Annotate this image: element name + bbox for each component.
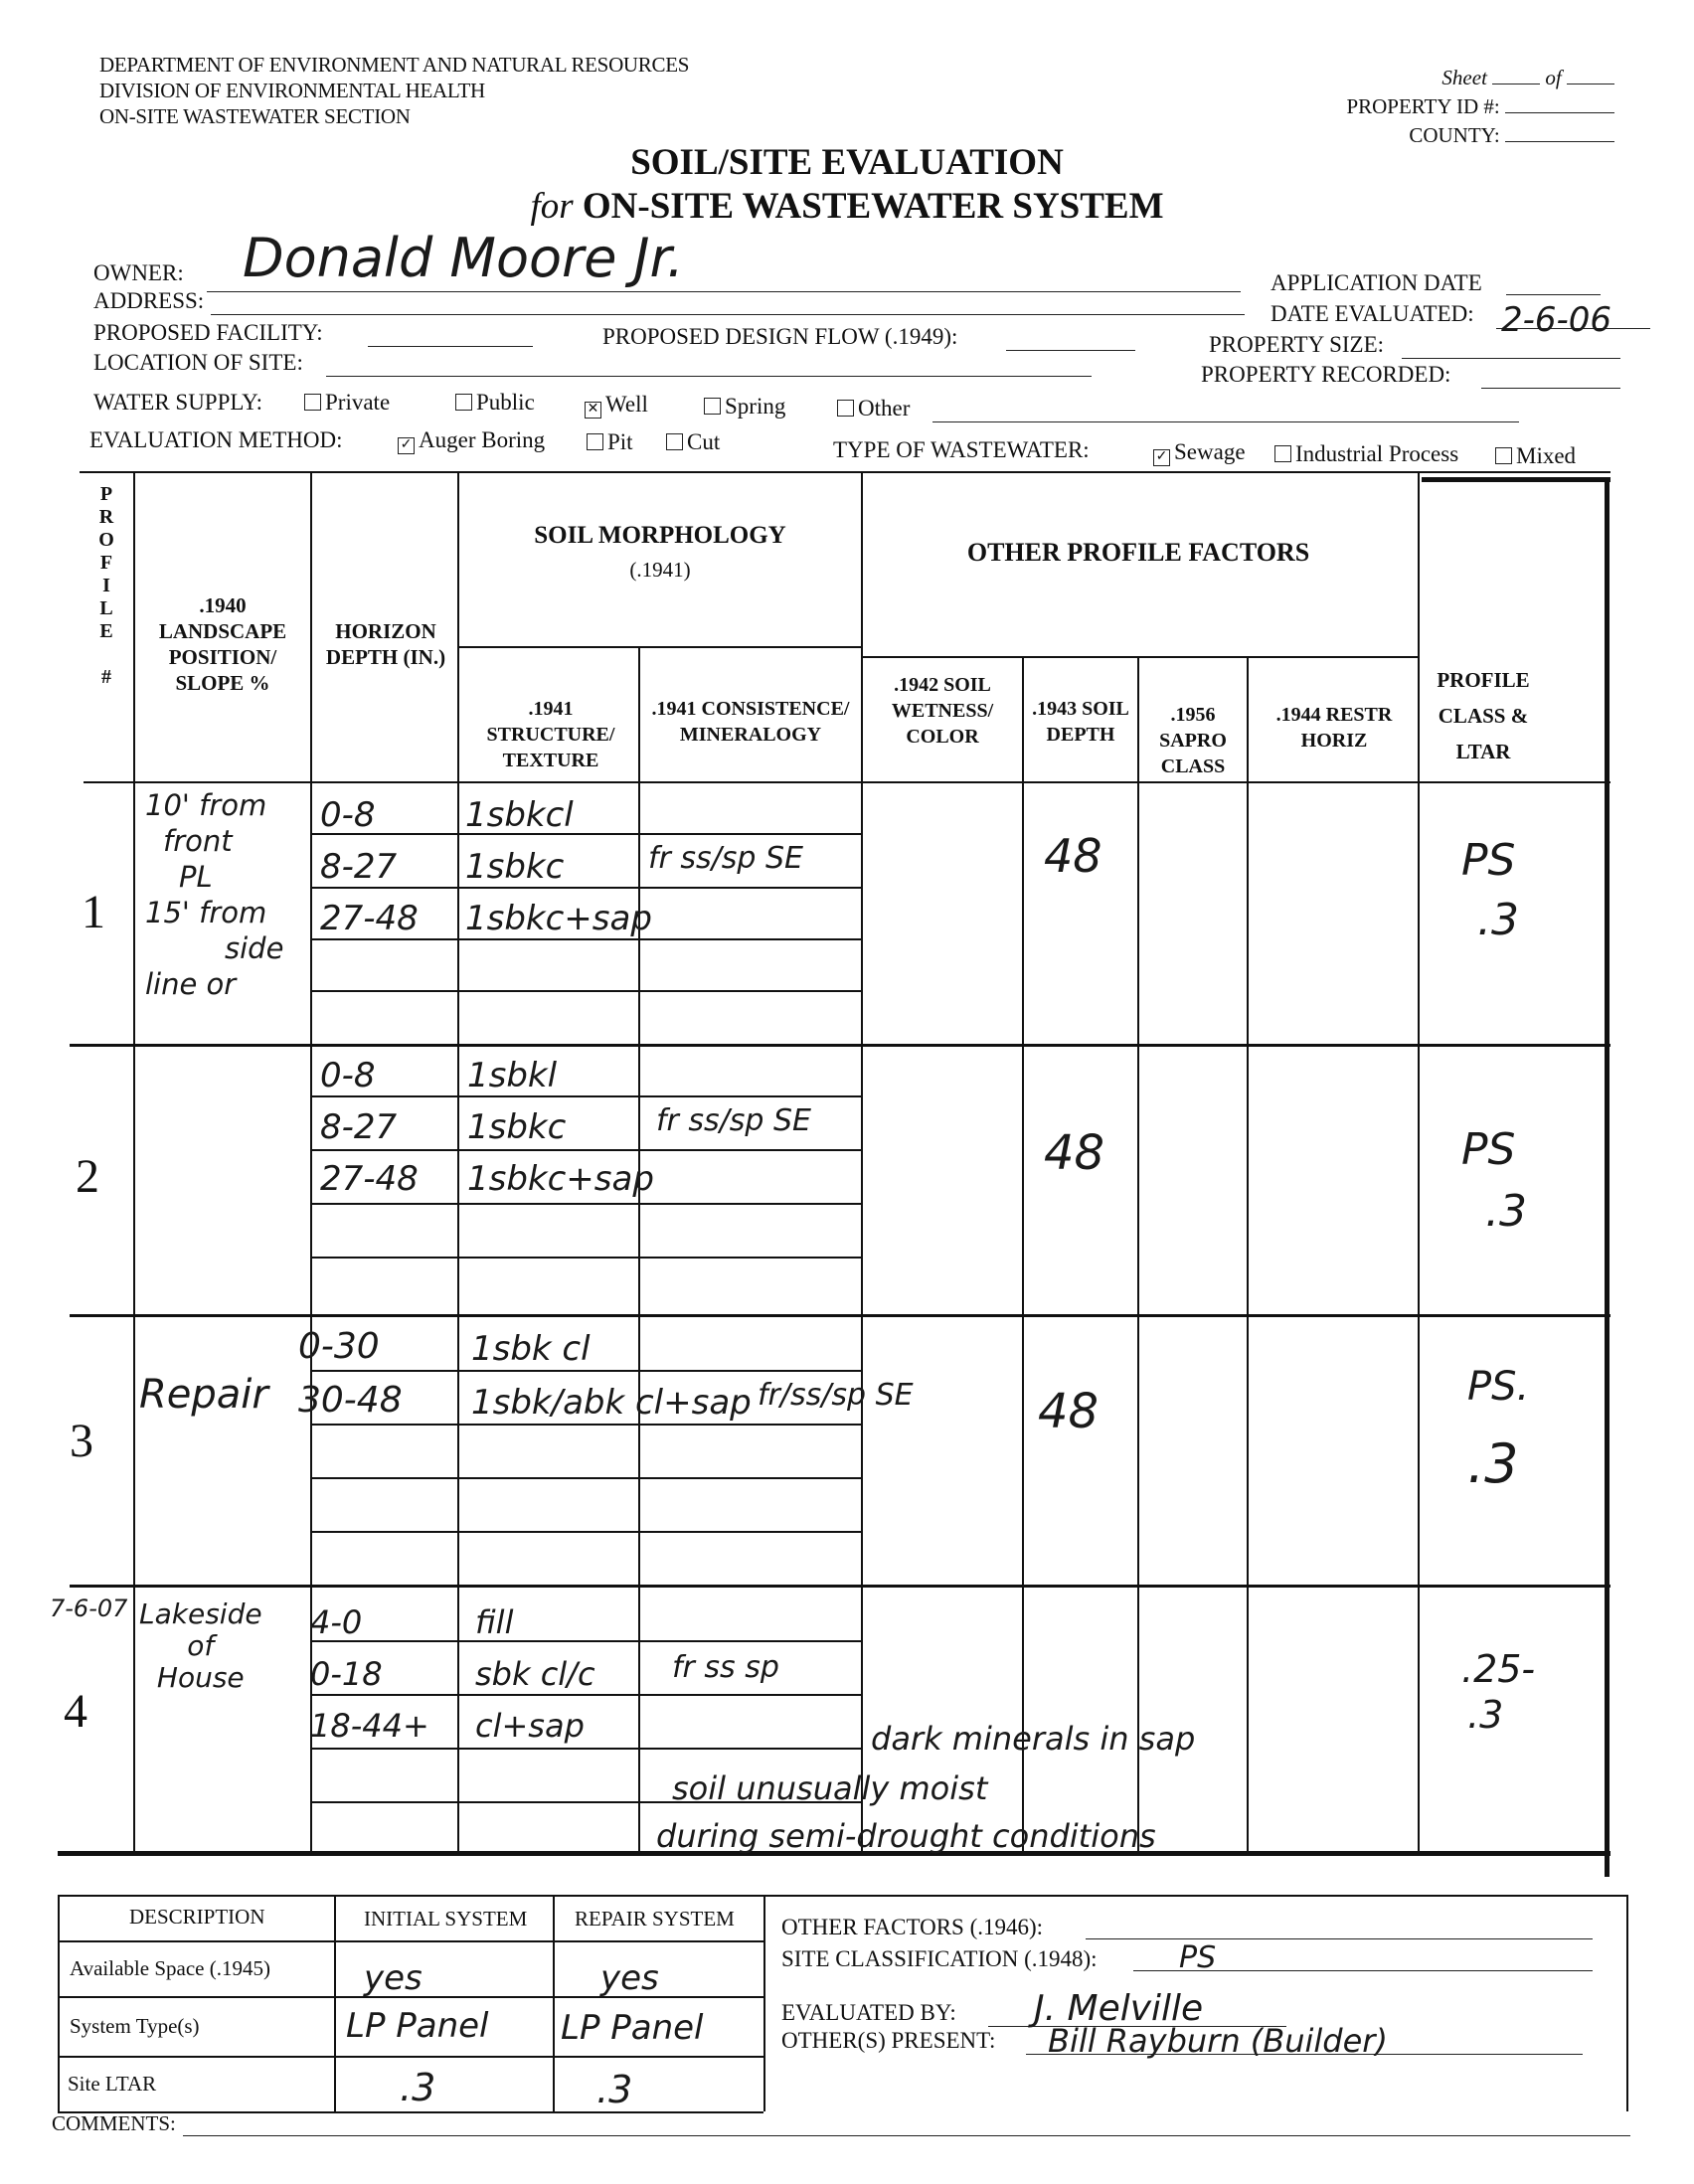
other-factors-header: OTHER PROFILE FACTORS (966, 538, 1310, 567)
checkbox-icon[interactable] (704, 398, 721, 415)
table-right-border (1605, 477, 1609, 1877)
ltar-value: .3 (1467, 1432, 1519, 1495)
other-factors-line[interactable] (1086, 1938, 1593, 1939)
checkbox-icon[interactable] (1274, 445, 1291, 462)
structure-value: 1sbkc (467, 1107, 567, 1147)
checked-checkbox-icon[interactable]: ✓ (1153, 449, 1170, 466)
site-classification-value[interactable]: PS (1179, 1940, 1217, 1975)
header-bottom-line (84, 781, 1610, 783)
landscape-line: side (225, 931, 284, 965)
structure-value: 1sbk/abk cl+sap (471, 1383, 752, 1423)
structure-value: 1sbkc+sap (465, 899, 652, 938)
subtitle-italic: for (530, 186, 574, 227)
restr-header: .1944 RESTR HORIZ (1275, 704, 1393, 752)
option-label: Pit (607, 429, 633, 454)
system-type-initial[interactable]: LP Panel (346, 2006, 489, 2046)
option-label: Cut (687, 429, 721, 454)
landscape-line: of (187, 1629, 215, 1662)
profile-4-note[interactable]: during semi-drought conditions (656, 1817, 1156, 1855)
horizon-row-line (310, 1477, 861, 1479)
water-spring-option[interactable] (704, 394, 785, 420)
ltar-value: .3 (1485, 1186, 1527, 1237)
system-type-repair[interactable]: LP Panel (561, 2008, 704, 2048)
water-public-option[interactable] (455, 390, 535, 416)
property-size-label: PROPERTY SIZE: (1209, 332, 1385, 357)
date-evaluated-value[interactable]: 2-6-06 (1501, 300, 1612, 340)
application-date-line[interactable] (1506, 294, 1601, 295)
water-other-line[interactable] (932, 421, 1519, 422)
landscape-line: 10' from (145, 788, 267, 822)
horizon-row-line (310, 990, 861, 992)
checkbox-icon[interactable] (587, 433, 603, 450)
profile-1-consistence[interactable]: fr ss/sp SE (648, 841, 804, 876)
proposed-facility-line[interactable] (368, 346, 533, 347)
location-label: LOCATION OF SITE: (93, 350, 303, 375)
property-block (1296, 64, 1614, 150)
system-type-label: System Type(s) (70, 2014, 200, 2038)
comments-label: COMMENTS: (52, 2111, 176, 2135)
horizon-depth: 8-27 (320, 1107, 398, 1147)
option-label: Sewage (1174, 439, 1246, 464)
structure-value: 1sbkc (465, 847, 565, 887)
profile-3-horizons[interactable] (298, 1320, 403, 1428)
summary-top-border (58, 1895, 1628, 1897)
profile-number: 1 (82, 886, 105, 938)
property-id-label: PROPERTY ID #: (1346, 94, 1500, 118)
profile-1-class[interactable] (1461, 831, 1519, 950)
sheet-label: Sheet (1441, 66, 1487, 89)
available-space-label: Available Space (.1945) (70, 1956, 270, 1980)
checked-checkbox-icon[interactable]: ✓ (398, 437, 415, 454)
sapro-header: .1956 SAPRO CLASS (1159, 704, 1227, 777)
structure-value: fill (475, 1603, 514, 1641)
structure-value: 1sbkl (467, 1056, 558, 1095)
landscape-line: Lakeside (139, 1597, 262, 1630)
profile-4-consistence[interactable]: fr ss sp (672, 1650, 779, 1685)
summary-right-border (1626, 1895, 1628, 2111)
horizon-depth: 27-48 (320, 1159, 419, 1199)
checkbox-icon[interactable] (1495, 447, 1512, 464)
col-divider-morphology (861, 471, 863, 1855)
profile-1-structure[interactable] (465, 789, 652, 944)
profile-2-soil-depth[interactable]: 48 (1044, 1125, 1105, 1181)
profile-1-bottom (70, 1044, 1610, 1047)
horizon-depth: 0-8 (320, 795, 376, 835)
sewage-option[interactable] (1153, 439, 1246, 466)
checkbox-icon[interactable] (837, 400, 854, 417)
profile-3-class[interactable] (1467, 1348, 1529, 1503)
application-date-label: APPLICATION DATE (1270, 270, 1482, 295)
division-name: DIVISION OF ENVIRONMENTAL HEALTH (99, 79, 485, 102)
option-label: Well (605, 392, 648, 417)
profile-2-consistence[interactable]: fr ss/sp SE (656, 1103, 812, 1138)
site-ltar-initial[interactable]: .3 (400, 2066, 436, 2109)
profile-2-bottom (70, 1314, 1610, 1317)
available-space-repair[interactable]: yes (600, 1958, 659, 1998)
dept-name: DEPARTMENT OF ENVIRONMENT AND NATURAL RESOURCES (99, 53, 690, 77)
others-present-value[interactable]: Bill Rayburn (Builder) (1048, 2022, 1388, 2060)
checkbox-icon[interactable] (455, 394, 472, 411)
water-other-option[interactable] (837, 396, 910, 421)
landscape-header: .1940 LANDSCAPE POSITION/ SLOPE % (158, 593, 287, 695)
profile-1-landscape[interactable] (145, 787, 283, 1002)
site-ltar-label: Site LTAR (68, 2072, 157, 2096)
structure-value: sbk cl/c (475, 1655, 595, 1693)
profile-4-date-note[interactable]: 7-6-07 (50, 1595, 128, 1622)
profile-header: P R O F I L E # (98, 483, 114, 688)
ltar-value: .3 (1477, 895, 1519, 945)
form-subtitle (0, 185, 1694, 228)
profile-3-landscape[interactable]: Repair (139, 1372, 268, 1418)
checked-checkbox-icon[interactable]: ✕ (585, 402, 601, 419)
evaluated-by-value[interactable]: J. Melville (1034, 1988, 1204, 2029)
profile-4-note[interactable]: soil unusually moist (672, 1769, 988, 1807)
property-id-field[interactable] (1505, 112, 1614, 113)
col-divider-wetness (1022, 656, 1024, 1855)
owner-label: OWNER: (93, 260, 184, 285)
landscape-line: PL (179, 860, 213, 894)
profile-4-landscape[interactable] (139, 1598, 262, 1694)
proposed-facility-label: PROPOSED FACILITY: (93, 320, 323, 345)
horizon-header: HORIZON DEPTH (IN.) (325, 619, 446, 669)
consistence-header: .1941 CONSISTENCE/ MINERALOGY (651, 698, 850, 746)
col-divider-depth (1137, 656, 1139, 1855)
owner-value[interactable]: Donald Moore Jr. (243, 227, 684, 289)
pit-option[interactable] (587, 429, 633, 455)
profile-number: 4 (64, 1685, 87, 1738)
landscape-line: line or (145, 967, 237, 1001)
structure-header: .1941 STRUCTURE/ TEXTURE (486, 698, 615, 771)
profile-4-structure[interactable] (475, 1596, 595, 1752)
landscape-line: House (156, 1661, 245, 1694)
profile-class-value: PS (1461, 1124, 1516, 1175)
checkbox-icon[interactable] (304, 394, 321, 411)
property-size-line[interactable] (1402, 358, 1620, 359)
summary-col-divider (334, 1895, 336, 2111)
landscape-line: front (163, 824, 233, 858)
col-divider-horizon (457, 471, 459, 1855)
horizon-depth: 18-44+ (310, 1707, 429, 1745)
section-name: ON-SITE WASTEWATER SECTION (99, 104, 411, 128)
horizon-row-line (310, 1531, 861, 1533)
department-header (99, 52, 689, 129)
summary-left-border (58, 1895, 60, 2111)
ltar-value: .3 (1467, 1693, 1504, 1737)
profile-1-soil-depth[interactable]: 48 (1044, 829, 1102, 883)
landscape-line: 15' from (145, 896, 267, 929)
summary-header-initial: INITIAL SYSTEM (364, 1907, 528, 1931)
col-divider-profile (133, 471, 135, 1855)
county-label: COUNTY: (1409, 123, 1500, 147)
profile-3-soil-depth[interactable]: 48 (1038, 1384, 1100, 1439)
profile-3-consistence[interactable]: fr/ss/sp SE (758, 1378, 914, 1413)
option-label: Private (325, 390, 391, 415)
checkbox-icon[interactable] (666, 433, 683, 450)
site-classification-label: SITE CLASSIFICATION (.1948): (781, 1946, 1098, 1971)
cut-option[interactable] (666, 429, 720, 455)
industrial-option[interactable] (1274, 441, 1458, 467)
profile-class-value: PS (1461, 835, 1516, 886)
address-label: ADDRESS: (93, 288, 205, 313)
structure-value: 1sbk cl (471, 1329, 591, 1369)
water-private-option[interactable] (304, 390, 390, 416)
profile-class-header: PROFILE CLASS & LTAR (1437, 668, 1530, 763)
property-recorded-line[interactable] (1481, 388, 1620, 389)
profile-number: 3 (70, 1415, 93, 1467)
property-id-row (1296, 92, 1614, 121)
horizon-depth: 27-48 (320, 899, 419, 938)
others-present-label: OTHER(S) PRESENT: (781, 2028, 996, 2053)
date-evaluated-label: DATE EVALUATED: (1270, 301, 1474, 326)
horizon-depth: 8-27 (320, 847, 398, 887)
option-label: Public (476, 390, 535, 415)
soil-depth-header: .1943 SOIL DEPTH (1032, 698, 1129, 746)
owner-line (207, 291, 1241, 292)
profile-3-structure[interactable] (471, 1322, 752, 1429)
profile-4-class[interactable] (1461, 1646, 1535, 1738)
horizon-depth: 30-48 (298, 1380, 403, 1421)
summary-row-line (58, 2056, 763, 2058)
other-factors-subheader-line (861, 656, 1418, 658)
profile-4-horizons[interactable] (310, 1596, 429, 1752)
option-label: Mixed (1516, 443, 1577, 468)
horizon-depth: 0-18 (310, 1655, 383, 1693)
option-label: Industrial Process (1295, 441, 1459, 466)
profile-2-structure[interactable] (467, 1050, 654, 1205)
comments-line[interactable] (183, 2135, 1630, 2136)
soil-morphology-code: (.1941) (629, 558, 691, 582)
of-label: of (1545, 66, 1562, 89)
option-label: Auger Boring (419, 427, 546, 452)
horizon-depth: 0-30 (298, 1326, 380, 1367)
address-line[interactable] (211, 314, 1245, 315)
horizon-row-line (310, 1257, 861, 1259)
structure-value: cl+sap (475, 1707, 585, 1745)
site-ltar-repair[interactable]: .3 (596, 2068, 633, 2111)
morphology-subheader-line (457, 646, 861, 648)
col-divider-restr (1418, 473, 1420, 1855)
profile-class-value: PS. (1467, 1364, 1530, 1410)
profile-number: 2 (76, 1150, 99, 1203)
table-top-border-right (1422, 477, 1610, 482)
sheet-row (1296, 64, 1614, 92)
profile-class-value: .25- (1461, 1647, 1536, 1691)
profile-2-class[interactable] (1461, 1119, 1527, 1243)
form-title: SOIL/SITE EVALUATION (630, 142, 1064, 183)
profile-1-horizons[interactable] (320, 789, 419, 944)
evaluation-method-label: EVALUATION METHOD: (89, 427, 343, 452)
horizon-depth: 0-8 (320, 1056, 376, 1095)
evaluated-by-label: EVALUATED BY: (781, 2000, 956, 2025)
design-flow-label: PROPOSED DESIGN FLOW (.1949): (602, 324, 958, 349)
summary-row-line (58, 1940, 763, 1942)
col-divider-sapro (1247, 656, 1249, 1855)
wetness-header: .1942 SOIL WETNESS/ COLOR (891, 674, 994, 748)
summary-col-divider (553, 1895, 555, 2111)
property-recorded-label: PROPERTY RECORDED: (1201, 362, 1451, 387)
other-factors-label: OTHER FACTORS (.1946): (781, 1915, 1044, 1939)
subtitle-text: ON-SITE WASTEWATER SYSTEM (582, 186, 1164, 227)
summary-header-description: DESCRIPTION (129, 1905, 265, 1929)
option-label: Other (858, 396, 911, 420)
option-label: Spring (725, 394, 786, 419)
structure-value: 1sbkcl (465, 795, 574, 835)
water-supply-label: WATER SUPPLY: (93, 390, 263, 415)
table-top-border (80, 471, 1610, 473)
summary-header-repair: REPAIR SYSTEM (575, 1907, 735, 1931)
soil-morphology-header: SOIL MORPHOLOGY (534, 522, 786, 549)
location-line[interactable] (326, 376, 1092, 377)
water-well-option[interactable] (585, 392, 648, 419)
horizon-depth: 4-0 (310, 1603, 363, 1641)
profile-2-horizons[interactable] (320, 1050, 419, 1205)
auger-boring-option[interactable] (398, 427, 545, 454)
design-flow-line[interactable] (1006, 350, 1135, 351)
profile-4-note[interactable]: dark minerals in sap (871, 1720, 1196, 1758)
available-space-initial[interactable]: yes (364, 1958, 423, 1998)
wastewater-type-label: TYPE OF WASTEWATER: (833, 437, 1090, 462)
profile-3-bottom (70, 1585, 1610, 1588)
structure-value: 1sbkc+sap (467, 1159, 654, 1199)
mixed-option[interactable] (1495, 443, 1576, 469)
summary-col-divider (763, 1895, 765, 2111)
